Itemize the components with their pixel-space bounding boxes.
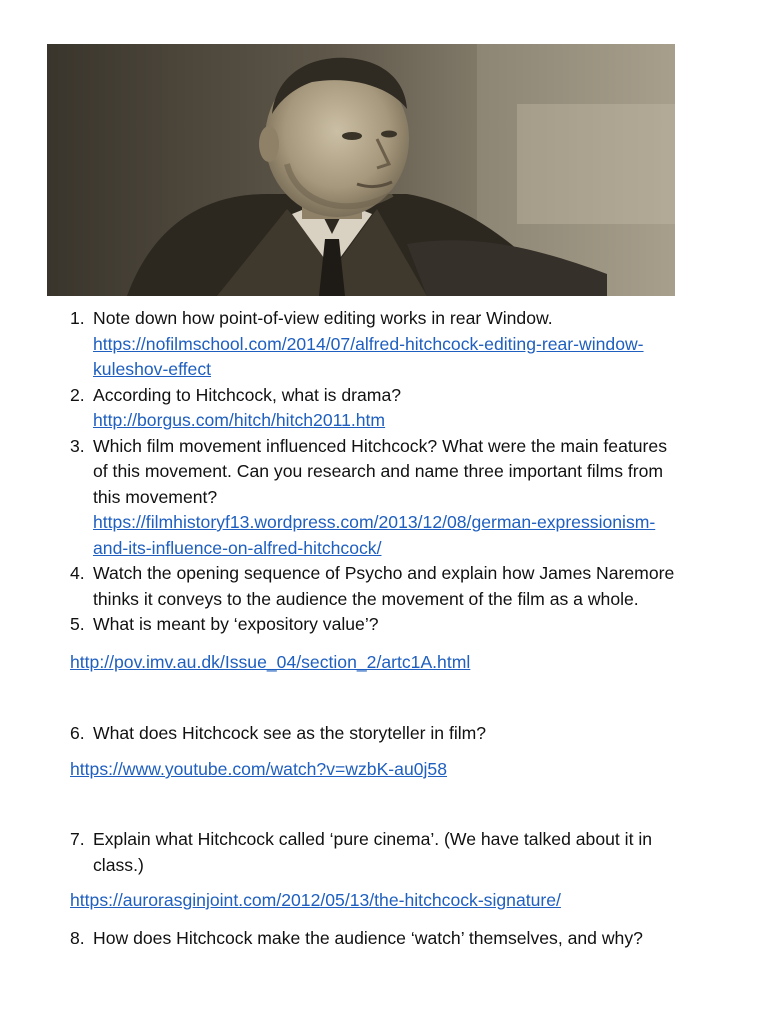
resource-link-7[interactable]: https://aurorasginjoint.com/2012/05/13/the-hitchcock-signature/ xyxy=(70,890,561,910)
question-text-line-3: this movement? xyxy=(93,486,218,507)
question-item-4 xyxy=(70,561,740,612)
question-text-line-2: thinks it conveys to the audience the movement of the film as a whole. xyxy=(93,588,639,609)
resource-link-3-line-2[interactable]: and-its-influence-on-alfred-hitchcock/ xyxy=(93,537,382,558)
question-item-8-block xyxy=(70,926,740,952)
resource-link-6[interactable]: https://www.youtube.com/watch?v=wzbK-au0j58 xyxy=(70,759,447,779)
question-text: Note down how point-of-view editing works in rear Window. xyxy=(93,308,553,328)
question-text: What does Hitchcock see as the storyteller in film? xyxy=(93,723,487,743)
question-text-line-1: Explain what Hitchcock called ‘pure cinema’. (We have talked about it in xyxy=(93,829,653,849)
resource-link-5[interactable]: http://pov.imv.au.dk/Issue_04/section_2/artc1A.html xyxy=(70,652,471,672)
question-number: 2. xyxy=(70,384,85,405)
question-item-3 xyxy=(70,434,740,562)
question-list xyxy=(70,306,740,638)
portrait-photo xyxy=(47,44,675,296)
question-item-7-block xyxy=(70,827,740,878)
question-item-6-block xyxy=(70,721,740,747)
question-text-line-1: Watch the opening sequence of Psycho and explain how James Naremore xyxy=(93,563,675,583)
question-number: 8. xyxy=(70,928,85,948)
question-item-8 xyxy=(70,926,740,952)
resource-link-2[interactable]: http://borgus.com/hitch/hitch2011.htm xyxy=(93,410,386,430)
resource-link-3-line-1[interactable]: https://filmhistoryf13.wordpress.com/2013/12/08/german-expressionism- xyxy=(93,512,656,532)
question-item-5 xyxy=(70,612,740,638)
question-text: How does Hitchcock make the audience ‘watch’ themselves, and why? xyxy=(93,928,643,948)
question-number: 3. xyxy=(70,435,85,456)
link-7-row xyxy=(70,888,750,914)
resource-link-1-line-2[interactable]: kuleshov-effect xyxy=(93,359,212,379)
question-item-1 xyxy=(70,306,740,383)
question-item-7 xyxy=(70,827,740,878)
resource-link-1-line-1[interactable]: https://nofilmschool.com/2014/07/alfred-hitchcock-editing-rear-window- xyxy=(93,333,644,354)
question-number: 5. xyxy=(70,614,85,634)
link-5-row xyxy=(70,650,750,676)
question-item-2 xyxy=(70,383,740,434)
question-number: 1. xyxy=(70,308,85,328)
question-number: 7. xyxy=(70,829,85,849)
question-text-line-2: class.) xyxy=(93,854,144,875)
question-number: 6. xyxy=(70,723,85,743)
question-text: According to Hitchcock, what is drama? xyxy=(93,384,402,405)
portrait-photo-graphic xyxy=(47,44,675,296)
question-text-line-2: of this movement. Can you research and name three important films from xyxy=(93,461,664,481)
link-6-row xyxy=(70,757,750,783)
question-item-6 xyxy=(70,721,740,747)
question-text-line-1: Which film movement influenced Hitchcock? What were the main features xyxy=(93,435,667,456)
question-number: 4. xyxy=(70,563,85,583)
question-text: What is meant by ‘expository value’? xyxy=(93,614,379,634)
